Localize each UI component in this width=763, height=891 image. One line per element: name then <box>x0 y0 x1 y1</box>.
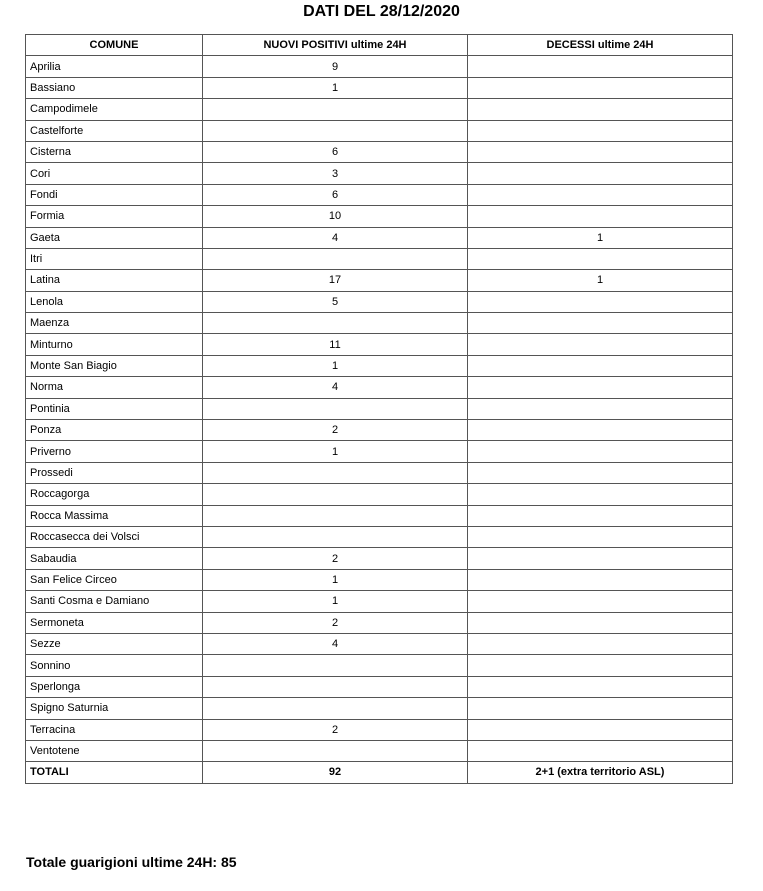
cell-comune: Minturno <box>26 334 203 355</box>
table-header-row <box>26 35 733 56</box>
cell-decessi <box>468 591 733 612</box>
cell-nuovi-positivi: 2 <box>203 719 468 740</box>
header-decessi: DECESSI ultime 24H <box>468 35 733 56</box>
cell-decessi <box>468 526 733 547</box>
cell-decessi <box>468 99 733 120</box>
table-row <box>26 77 733 98</box>
table-row <box>26 548 733 569</box>
table-row <box>26 99 733 120</box>
cell-comune: Formia <box>26 206 203 227</box>
cell-nuovi-positivi <box>203 484 468 505</box>
table-row <box>26 163 733 184</box>
cell-nuovi-positivi <box>203 698 468 719</box>
cell-decessi <box>468 56 733 77</box>
cell-comune: Cori <box>26 163 203 184</box>
cell-decessi <box>468 505 733 526</box>
cell-decessi: 1 <box>468 227 733 248</box>
table-row <box>26 56 733 77</box>
cell-decessi: 1 <box>468 270 733 291</box>
cell-nuovi-positivi: 1 <box>203 77 468 98</box>
cell-nuovi-positivi: 9 <box>203 56 468 77</box>
cell-comune: Rocca Massima <box>26 505 203 526</box>
cell-decessi <box>468 548 733 569</box>
cell-decessi <box>468 291 733 312</box>
table-row <box>26 633 733 654</box>
cell-nuovi-positivi <box>203 462 468 483</box>
cell-comune: Prossedi <box>26 462 203 483</box>
cell-comune: Norma <box>26 377 203 398</box>
table-row <box>26 676 733 697</box>
table-row <box>26 462 733 483</box>
total-recoveries: Totale guarigioni ultime 24H: 85 <box>26 854 237 870</box>
table-row <box>26 420 733 441</box>
cell-comune: Monte San Biagio <box>26 355 203 376</box>
cell-decessi <box>468 676 733 697</box>
header-nuovi-positivi: NUOVI POSITIVI ultime 24H <box>203 35 468 56</box>
cell-decessi <box>468 313 733 334</box>
cell-nuovi-positivi <box>203 505 468 526</box>
cell-decessi <box>468 398 733 419</box>
data-table <box>25 34 733 784</box>
cell-nuovi-positivi: 11 <box>203 334 468 355</box>
table-row <box>26 441 733 462</box>
table-row <box>26 291 733 312</box>
cell-nuovi-positivi <box>203 740 468 761</box>
cell-decessi <box>468 334 733 355</box>
header-comune: COMUNE <box>26 35 203 56</box>
cell-decessi <box>468 163 733 184</box>
table-row <box>26 612 733 633</box>
cell-comune: Sermoneta <box>26 612 203 633</box>
totals-row <box>26 762 733 783</box>
cell-comune: Roccagorga <box>26 484 203 505</box>
cell-comune: Priverno <box>26 441 203 462</box>
cell-nuovi-positivi: 17 <box>203 270 468 291</box>
cell-decessi <box>468 248 733 269</box>
cell-nuovi-positivi: 5 <box>203 291 468 312</box>
cell-decessi <box>468 569 733 590</box>
cell-comune: Campodimele <box>26 99 203 120</box>
cell-nuovi-positivi: 1 <box>203 441 468 462</box>
cell-nuovi-positivi: 1 <box>203 569 468 590</box>
cell-comune: Ventotene <box>26 740 203 761</box>
cell-nuovi-positivi <box>203 120 468 141</box>
cell-nuovi-positivi <box>203 526 468 547</box>
cell-nuovi-positivi: 4 <box>203 227 468 248</box>
cell-nuovi-positivi <box>203 99 468 120</box>
cell-comune: Maenza <box>26 313 203 334</box>
cell-decessi <box>468 484 733 505</box>
cell-decessi <box>468 377 733 398</box>
cell-comune: Sperlonga <box>26 676 203 697</box>
cell-decessi <box>468 206 733 227</box>
table-row <box>26 227 733 248</box>
cell-decessi <box>468 462 733 483</box>
cell-nuovi-positivi <box>203 655 468 676</box>
cell-comune: San Felice Circeo <box>26 569 203 590</box>
cell-comune: Gaeta <box>26 227 203 248</box>
cell-nuovi-positivi: 2 <box>203 420 468 441</box>
table-row <box>26 206 733 227</box>
table-row <box>26 484 733 505</box>
cell-decessi <box>468 441 733 462</box>
cell-decessi <box>468 719 733 740</box>
cell-comune: Bassiano <box>26 77 203 98</box>
table-row <box>26 591 733 612</box>
cell-comune: Lenola <box>26 291 203 312</box>
cell-nuovi-positivi: 3 <box>203 163 468 184</box>
cell-comune: Latina <box>26 270 203 291</box>
cell-comune: Ponza <box>26 420 203 441</box>
cell-comune: Sezze <box>26 633 203 654</box>
cell-nuovi-positivi <box>203 676 468 697</box>
table-row <box>26 698 733 719</box>
cell-comune: Aprilia <box>26 56 203 77</box>
cell-decessi <box>468 655 733 676</box>
totals-label: TOTALI <box>26 762 203 783</box>
cell-decessi <box>468 355 733 376</box>
cell-nuovi-positivi: 4 <box>203 633 468 654</box>
table-row <box>26 120 733 141</box>
table-body <box>26 56 733 783</box>
cell-nuovi-positivi: 6 <box>203 184 468 205</box>
cell-nuovi-positivi: 10 <box>203 206 468 227</box>
cell-nuovi-positivi <box>203 313 468 334</box>
table-row <box>26 248 733 269</box>
table-row <box>26 270 733 291</box>
totals-nuovi-positivi: 92 <box>203 762 468 783</box>
table-row <box>26 398 733 419</box>
table-row <box>26 355 733 376</box>
cell-decessi <box>468 77 733 98</box>
cell-nuovi-positivi: 1 <box>203 591 468 612</box>
cell-decessi <box>468 141 733 162</box>
cell-decessi <box>468 420 733 441</box>
cell-comune: Sabaudia <box>26 548 203 569</box>
cell-nuovi-positivi: 1 <box>203 355 468 376</box>
cell-comune: Cisterna <box>26 141 203 162</box>
table-row <box>26 526 733 547</box>
table-row <box>26 569 733 590</box>
table-row <box>26 184 733 205</box>
cell-comune: Roccasecca dei Volsci <box>26 526 203 547</box>
table-row <box>26 377 733 398</box>
cell-comune: Castelforte <box>26 120 203 141</box>
cell-nuovi-positivi <box>203 248 468 269</box>
table-row <box>26 334 733 355</box>
cell-nuovi-positivi <box>203 398 468 419</box>
cell-nuovi-positivi: 2 <box>203 612 468 633</box>
cell-comune: Santi Cosma e Damiano <box>26 591 203 612</box>
cell-comune: Itri <box>26 248 203 269</box>
cell-comune: Spigno Saturnia <box>26 698 203 719</box>
table-row <box>26 141 733 162</box>
table-row <box>26 505 733 526</box>
cell-nuovi-positivi: 2 <box>203 548 468 569</box>
cell-comune: Pontinia <box>26 398 203 419</box>
cell-decessi <box>468 633 733 654</box>
page-title: DATI DEL 28/12/2020 <box>303 3 460 20</box>
cell-nuovi-positivi: 4 <box>203 377 468 398</box>
cell-nuovi-positivi: 6 <box>203 141 468 162</box>
totals-decessi: 2+1 (extra territorio ASL) <box>468 762 733 783</box>
cell-decessi <box>468 120 733 141</box>
cell-decessi <box>468 698 733 719</box>
cell-decessi <box>468 740 733 761</box>
table-row <box>26 655 733 676</box>
cell-comune: Sonnino <box>26 655 203 676</box>
cell-comune: Fondi <box>26 184 203 205</box>
table-row <box>26 740 733 761</box>
table-row <box>26 719 733 740</box>
table-row <box>26 313 733 334</box>
cell-decessi <box>468 612 733 633</box>
cell-comune: Terracina <box>26 719 203 740</box>
cell-decessi <box>468 184 733 205</box>
